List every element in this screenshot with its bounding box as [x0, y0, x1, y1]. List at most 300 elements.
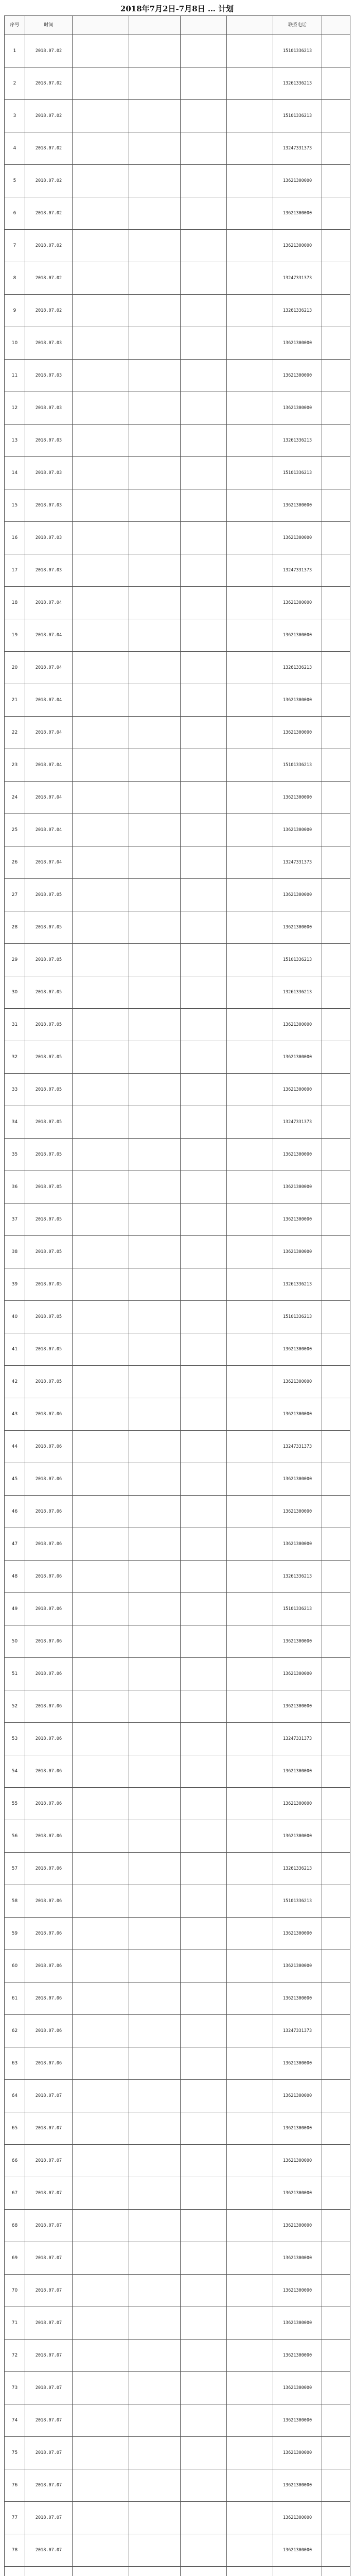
cell-content [227, 2502, 273, 2534]
cell-place [181, 2242, 227, 2275]
cell-person [322, 846, 350, 879]
table-row [5, 100, 350, 132]
cell-content [227, 717, 273, 749]
cell-activity [73, 749, 129, 782]
cell-content [227, 1236, 273, 1268]
cell-date: 2018.07.06 [25, 2047, 73, 2080]
cell-date: 2018.07.07 [25, 2177, 73, 2210]
cell-activity [73, 1009, 129, 1041]
cell-no: 35 [5, 1139, 25, 1171]
cell-no: 20 [5, 652, 25, 684]
cell-organizer [129, 67, 181, 100]
cell-organizer [129, 1398, 181, 1431]
table-row [5, 392, 350, 425]
table-row [5, 1788, 350, 1820]
cell-content [227, 1788, 273, 1820]
cell-activity [73, 2242, 129, 2275]
cell-content [227, 1106, 273, 1139]
cell-no: 23 [5, 749, 25, 782]
cell-contact: 13621300000 [273, 392, 322, 425]
cell-date: 2018.07.06 [25, 1398, 73, 1431]
cell-place [181, 879, 227, 911]
cell-contact: 13247331373 [273, 132, 322, 165]
cell-no: 26 [5, 846, 25, 879]
cell-person [322, 425, 350, 457]
cell-contact: 13621300000 [273, 1074, 322, 1106]
cell-organizer [129, 1009, 181, 1041]
cell-content [227, 2307, 273, 2340]
cell-content [227, 1918, 273, 1950]
cell-activity [73, 2404, 129, 2437]
cell-no: 54 [5, 1755, 25, 1788]
cell-contact: 13621300000 [273, 2534, 322, 2567]
table-row [5, 684, 350, 717]
cell-organizer [129, 1853, 181, 1885]
cell-date: 2018.07.07 [25, 2242, 73, 2275]
cell-organizer [129, 782, 181, 814]
cell-date: 2018.07.06 [25, 1820, 73, 1853]
cell-organizer [129, 1561, 181, 1593]
cell-contact: 13621300000 [273, 2502, 322, 2534]
cell-date: 2018.07.02 [25, 35, 73, 67]
cell-place [181, 944, 227, 976]
cell-place [181, 652, 227, 684]
cell-contact: 13247331373 [273, 262, 322, 295]
cell-content [227, 489, 273, 522]
cell-place [181, 35, 227, 67]
cell-no: 11 [5, 360, 25, 392]
cell-no: 73 [5, 2372, 25, 2404]
cell-activity [73, 100, 129, 132]
cell-date: 2018.07.05 [25, 1366, 73, 1398]
cell-contact: 13621300000 [273, 2469, 322, 2502]
cell-place [181, 425, 227, 457]
cell-contact: 13621300000 [273, 489, 322, 522]
cell-contact: 13621300000 [273, 2177, 322, 2210]
table-row [5, 230, 350, 262]
cell-organizer [129, 1593, 181, 1625]
table-row [5, 197, 350, 230]
cell-content [227, 2404, 273, 2437]
cell-person [322, 2210, 350, 2242]
table-row [5, 327, 350, 360]
cell-content [227, 100, 273, 132]
cell-contact: 13621300000 [273, 1950, 322, 1982]
cell-date: 2018.07.07 [25, 2145, 73, 2177]
cell-organizer [129, 846, 181, 879]
cell-place [181, 165, 227, 197]
cell-content [227, 35, 273, 67]
cell-no: 6 [5, 197, 25, 230]
cell-place [181, 1431, 227, 1463]
cell-no: 15 [5, 489, 25, 522]
cell-contact: 13621300000 [273, 1139, 322, 1171]
cell-content [227, 2534, 273, 2567]
cell-date: 2018.07.06 [25, 1723, 73, 1755]
cell-organizer [129, 1982, 181, 2015]
cell-activity [73, 197, 129, 230]
cell-contact: 13621300000 [273, 197, 322, 230]
table-row [5, 2469, 350, 2502]
table-row [5, 587, 350, 619]
cell-person [322, 522, 350, 554]
cell-person [322, 2242, 350, 2275]
cell-person [322, 1593, 350, 1625]
cell-person [322, 457, 350, 489]
cell-date: 2018.07.07 [25, 2372, 73, 2404]
cell-content [227, 1268, 273, 1301]
cell-date: 2018.07.05 [25, 976, 73, 1009]
cell-no [5, 2567, 25, 2576]
cell-person [322, 295, 350, 327]
cell-activity [73, 1625, 129, 1658]
header-cell-place [181, 16, 227, 35]
cell-date: 2018.07.03 [25, 489, 73, 522]
cell-place [181, 976, 227, 1009]
cell-person [322, 327, 350, 360]
cell-person [322, 1431, 350, 1463]
cell-content [227, 1723, 273, 1755]
cell-date: 2018.07.04 [25, 619, 73, 652]
cell-date: 2018.07.07 [25, 2502, 73, 2534]
cell-activity [73, 2340, 129, 2372]
cell-organizer [129, 1301, 181, 1333]
cell-person [322, 2372, 350, 2404]
cell-organizer [129, 814, 181, 846]
cell-date: 2018.07.06 [25, 1853, 73, 1885]
cell-contact: 13261336213 [273, 425, 322, 457]
cell-person [322, 1820, 350, 1853]
cell-date: 2018.07.02 [25, 100, 73, 132]
cell-contact: 13261336213 [273, 652, 322, 684]
cell-person [322, 1561, 350, 1593]
cell-contact: 13621300000 [273, 879, 322, 911]
cell-activity [73, 1268, 129, 1301]
cell-activity [73, 2502, 129, 2534]
cell-no: 63 [5, 2047, 25, 2080]
cell-activity [73, 554, 129, 587]
cell-place [181, 587, 227, 619]
cell-contact: 13621300000 [273, 1333, 322, 1366]
table-row [5, 2080, 350, 2112]
cell-no: 42 [5, 1366, 25, 1398]
table-row [5, 425, 350, 457]
cell-date: 2018.07.06 [25, 1463, 73, 1496]
cell-place [181, 814, 227, 846]
cell-person [322, 132, 350, 165]
cell-contact: 13261336213 [273, 1853, 322, 1885]
cell-organizer [129, 2534, 181, 2567]
cell-content [227, 1561, 273, 1593]
table-row [5, 1593, 350, 1625]
cell-date: 2018.07.06 [25, 1918, 73, 1950]
cell-date: 2018.07.07 [25, 2469, 73, 2502]
table-row [5, 132, 350, 165]
cell-place [181, 197, 227, 230]
cell-place [181, 1853, 227, 1885]
cell-place [181, 132, 227, 165]
cell-person [322, 1723, 350, 1755]
cell-content [227, 587, 273, 619]
cell-organizer [129, 1041, 181, 1074]
cell-content [227, 1204, 273, 1236]
cell-person [322, 1041, 350, 1074]
cell-no: 1 [5, 35, 25, 67]
cell-place [181, 1333, 227, 1366]
cell-organizer [129, 1528, 181, 1561]
cell-contact: 15101336213 [273, 1593, 322, 1625]
cell-person [322, 944, 350, 976]
cell-person [322, 1398, 350, 1431]
cell-organizer [129, 2015, 181, 2047]
cell-contact: 13621300000 [273, 1236, 322, 1268]
cell-no: 4 [5, 132, 25, 165]
cell-activity [73, 392, 129, 425]
cell-person [322, 2534, 350, 2567]
table-row [5, 2177, 350, 2210]
cell-no: 25 [5, 814, 25, 846]
cell-no: 31 [5, 1009, 25, 1041]
cell-place [181, 2275, 227, 2307]
cell-content [227, 2437, 273, 2469]
cell-no: 56 [5, 1820, 25, 1853]
cell-organizer [129, 2307, 181, 2340]
cell-content [227, 392, 273, 425]
table-row [5, 2047, 350, 2080]
cell-contact: 13621300000 [273, 684, 322, 717]
cell-organizer [129, 35, 181, 67]
cell-place [181, 846, 227, 879]
cell-contact: 15101336213 [273, 1301, 322, 1333]
cell-contact: 13247331373 [273, 1106, 322, 1139]
cell-organizer [129, 165, 181, 197]
cell-content [227, 976, 273, 1009]
cell-no: 38 [5, 1236, 25, 1268]
table-row [5, 1366, 350, 1398]
cell-place [181, 1301, 227, 1333]
table-row [5, 619, 350, 652]
cell-contact: 13621300000 [273, 1625, 322, 1658]
cell-contact: 13261336213 [273, 976, 322, 1009]
cell-no: 33 [5, 1074, 25, 1106]
cell-activity [73, 684, 129, 717]
cell-place [181, 327, 227, 360]
cell-content [227, 67, 273, 100]
cell-person [322, 2307, 350, 2340]
cell-contact: 13621300000 [273, 2437, 322, 2469]
cell-place [181, 554, 227, 587]
cell-date: 2018.07.06 [25, 1755, 73, 1788]
cell-place [181, 2372, 227, 2404]
cell-activity [73, 2275, 129, 2307]
cell-contact: 13621300000 [273, 814, 322, 846]
cell-contact: 13621300000 [273, 2242, 322, 2275]
table-row [5, 1204, 350, 1236]
cell-contact: 13621300000 [273, 360, 322, 392]
cell-activity [73, 2145, 129, 2177]
cell-place [181, 2307, 227, 2340]
cell-content [227, 2242, 273, 2275]
table-row [5, 1333, 350, 1366]
cell-date: 2018.07.02 [25, 197, 73, 230]
cell-activity [73, 327, 129, 360]
cell-place [181, 1398, 227, 1431]
cell-contact: 13621300000 [273, 2404, 322, 2437]
cell-place [181, 2177, 227, 2210]
cell-no: 48 [5, 1561, 25, 1593]
cell-date: 2018.07.07 [25, 2340, 73, 2372]
cell-organizer [129, 2242, 181, 2275]
cell-content [227, 2469, 273, 2502]
cell-no: 19 [5, 619, 25, 652]
cell-date: 2018.07.02 [25, 262, 73, 295]
table-row [5, 1528, 350, 1561]
header-cell-no: 序号 [5, 16, 25, 35]
cell-content [227, 1593, 273, 1625]
table-row [5, 295, 350, 327]
cell-date: 2018.07.06 [25, 1690, 73, 1723]
cell-organizer [129, 2080, 181, 2112]
cell-place [181, 1820, 227, 1853]
cell-organizer [129, 1496, 181, 1528]
cell-person [322, 587, 350, 619]
cell-activity [73, 846, 129, 879]
cell-content [227, 814, 273, 846]
cell-activity [73, 1755, 129, 1788]
cell-date [25, 2567, 73, 2576]
cell-person [322, 1333, 350, 1366]
cell-contact: 15101336213 [273, 35, 322, 67]
table-row [5, 2567, 350, 2576]
cell-place [181, 2469, 227, 2502]
cell-contact: 13621300000 [273, 2307, 322, 2340]
table-row [5, 782, 350, 814]
table-row [5, 262, 350, 295]
cell-contact: 13621300000 [273, 587, 322, 619]
cell-person [322, 2437, 350, 2469]
cell-activity [73, 2080, 129, 2112]
cell-activity [73, 1204, 129, 1236]
cell-activity [73, 1593, 129, 1625]
cell-content [227, 1820, 273, 1853]
cell-content [227, 457, 273, 489]
cell-date: 2018.07.04 [25, 652, 73, 684]
cell-contact: 13621300000 [273, 1658, 322, 1690]
cell-content [227, 944, 273, 976]
cell-organizer [129, 2210, 181, 2242]
table-row [5, 2372, 350, 2404]
cell-content [227, 1658, 273, 1690]
cell-no: 39 [5, 1268, 25, 1301]
cell-no: 64 [5, 2080, 25, 2112]
cell-content [227, 295, 273, 327]
cell-place [181, 2015, 227, 2047]
cell-no: 34 [5, 1106, 25, 1139]
table-row [5, 1950, 350, 1982]
table-row [5, 2210, 350, 2242]
cell-contact: 13621300000 [273, 1204, 322, 1236]
cell-no: 18 [5, 587, 25, 619]
cell-content [227, 1950, 273, 1982]
cell-activity [73, 1820, 129, 1853]
cell-place [181, 1366, 227, 1398]
cell-contact: 13621300000 [273, 2340, 322, 2372]
cell-activity [73, 2534, 129, 2567]
table-row [5, 2242, 350, 2275]
cell-contact: 13621300000 [273, 2372, 322, 2404]
cell-place [181, 1950, 227, 1982]
cell-content [227, 230, 273, 262]
header-cell-content [227, 16, 273, 35]
cell-place [181, 911, 227, 944]
cell-content [227, 2340, 273, 2372]
cell-activity [73, 2469, 129, 2502]
cell-date: 2018.07.06 [25, 1658, 73, 1690]
cell-date: 2018.07.03 [25, 457, 73, 489]
cell-no: 24 [5, 782, 25, 814]
cell-contact: 13621300000 [273, 1398, 322, 1431]
cell-activity [73, 1723, 129, 1755]
cell-organizer [129, 1885, 181, 1918]
cell-date: 2018.07.06 [25, 2015, 73, 2047]
cell-person [322, 1366, 350, 1398]
cell-organizer [129, 392, 181, 425]
cell-no: 46 [5, 1496, 25, 1528]
cell-date: 2018.07.04 [25, 684, 73, 717]
table-row [5, 2112, 350, 2145]
cell-place [181, 2404, 227, 2437]
cell-organizer [129, 2047, 181, 2080]
table-row [5, 1139, 350, 1171]
cell-contact: 13621300000 [273, 1755, 322, 1788]
table-row [5, 814, 350, 846]
cell-date: 2018.07.02 [25, 67, 73, 100]
cell-person [322, 2112, 350, 2145]
cell-place [181, 360, 227, 392]
cell-content [227, 1755, 273, 1788]
cell-no: 30 [5, 976, 25, 1009]
cell-contact: 13621300000 [273, 230, 322, 262]
cell-organizer [129, 1236, 181, 1268]
cell-activity [73, 1885, 129, 1918]
cell-contact: 13621300000 [273, 1918, 322, 1950]
cell-activity [73, 1366, 129, 1398]
cell-content [227, 165, 273, 197]
cell-content [227, 1333, 273, 1366]
cell-place [181, 262, 227, 295]
cell-activity [73, 587, 129, 619]
cell-activity [73, 2567, 129, 2576]
cell-activity [73, 2047, 129, 2080]
cell-place [181, 295, 227, 327]
cell-date: 2018.07.06 [25, 1431, 73, 1463]
cell-date: 2018.07.06 [25, 1885, 73, 1918]
cell-person [322, 230, 350, 262]
table-row [5, 489, 350, 522]
cell-no: 62 [5, 2015, 25, 2047]
cell-date: 2018.07.02 [25, 165, 73, 197]
activity-table [4, 15, 350, 2576]
cell-date: 2018.07.07 [25, 2275, 73, 2307]
cell-contact: 13621300000 [273, 165, 322, 197]
cell-content [227, 1853, 273, 1885]
cell-no: 51 [5, 1658, 25, 1690]
cell-contact: 13247331373 [273, 1431, 322, 1463]
cell-content [227, 1366, 273, 1398]
cell-organizer [129, 2404, 181, 2437]
cell-activity [73, 1398, 129, 1431]
cell-contact: 15101336213 [273, 100, 322, 132]
